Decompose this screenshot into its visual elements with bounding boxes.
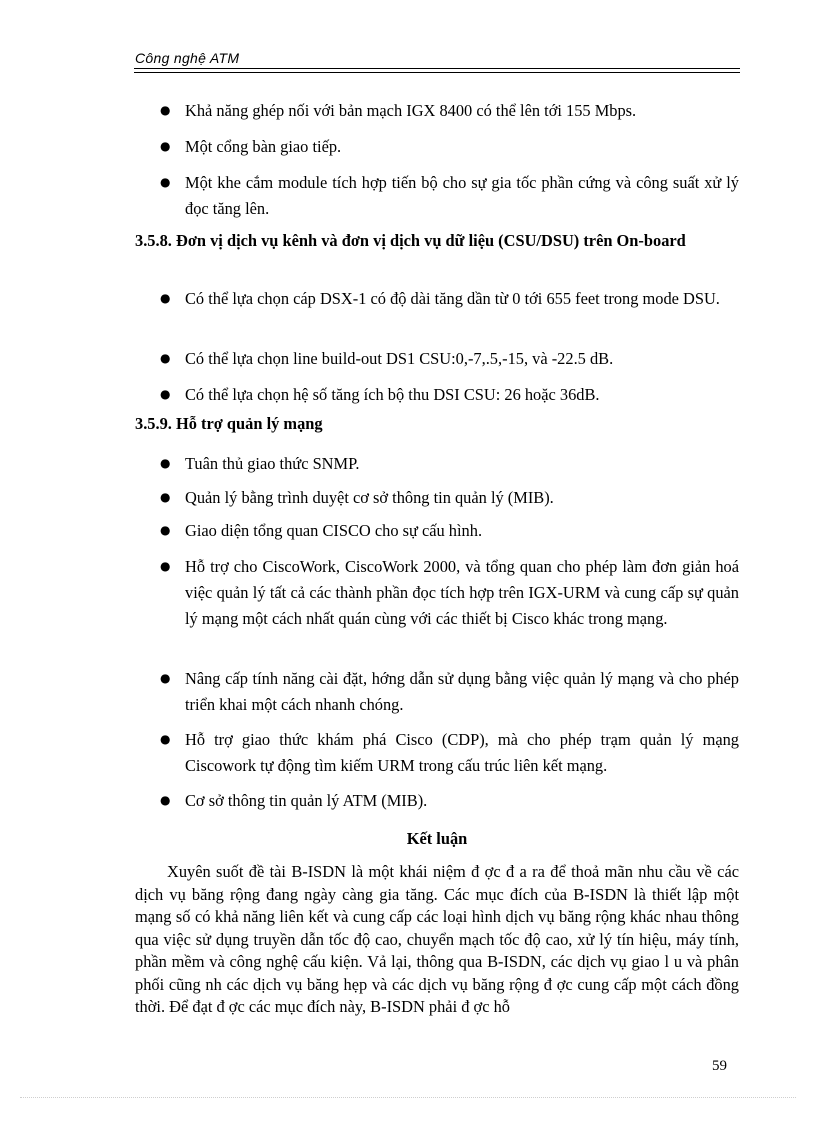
list-item: Giao diện tổng quan CISCO cho sự cấu hình.: [185, 521, 483, 540]
section-heading-3-5-9: 3.5.9. Hỗ trợ quản lý mạng: [135, 414, 323, 433]
list-item: Nâng cấp tính năng cài đặt, hớng dẫn sử dụng bằng việc quản lý mạng và cho phép triển khai một cách nhanh chóng.: [185, 669, 739, 714]
bullet-icon: ●: [160, 490, 171, 504]
page-number: 59: [712, 1058, 727, 1074]
bullet-icon: ●: [160, 559, 171, 573]
list-item: Có thể lựa chọn line build-out DS1 CSU:0,-7,.5,-15, và -22.5 dB.: [185, 349, 614, 368]
header-rule-top: [134, 68, 740, 69]
bullet-icon: ●: [160, 139, 171, 153]
list-item: Hỗ trợ cho CiscoWork, CiscoWork 2000, và tổng quan cho phép làm đơn giản hoá việc quản lý tất cả các thành phần đọc tích hợp trên IGX-URM và cung cấp sự quản lý mạng một cách nhất quán cùng với các thiết bị Cisco khác trong mạng.: [185, 557, 739, 628]
list-item: Tuân thủ giao thức SNMP.: [185, 454, 360, 473]
list-item: Cơ sở thông tin quản lý ATM (MIB).: [185, 791, 428, 810]
bullet-icon: ●: [160, 291, 171, 305]
bullet-icon: ●: [160, 732, 171, 746]
list-item: Có thể lựa chọn hệ số tăng ích bộ thu DSI CSU: 26 hoặc 36dB.: [185, 385, 600, 404]
list-item: Hỗ trợ giao thức khám phá Cisco (CDP), mà cho phép trạm quản lý mạng Ciscowork tự động tìm kiếm URM trong cấu trúc liên kết mạng.: [185, 730, 739, 775]
bullet-icon: ●: [160, 523, 171, 537]
bullet-icon: ●: [160, 103, 171, 117]
conclusion-paragraph: Xuyên suốt đề tài B-ISDN là một khái niệm đ ợc đ a ra để thoả mãn nhu cầu về các dịch vụ băng rộng đang ngày càng gia tăng. Các mục đích của B-ISDN là thiết lập một mạng số có khả năng liên kết và cung cấp các loại hình dịch vụ băng rộng khác nhau thông qua việc sử dụng truyền dẫn tốc độ cao, chuyển mạch tốc độ cao, xử lý tín hiệu, máy tính, phần mềm và công nghệ cấu kiện. Vả lại, thông qua B-ISDN, các dịch vụ giao l u và phân phối cũng nh các dịch vụ băng hẹp và các dịch vụ băng rộng đ ợc cung cấp một cách đồng thời. Để đạt đ ợc các mục đích này, B-ISDN phải đ ợc hỗ: [135, 862, 739, 1016]
list-item: Có thể lựa chọn cáp DSX-1 có độ dài tăng dần từ 0 tới 655 feet trong mode DSU.: [185, 289, 720, 308]
bullet-icon: ●: [160, 793, 171, 807]
bullet-icon: ●: [160, 351, 171, 365]
bullet-icon: ●: [160, 387, 171, 401]
list-item: Một khe cắm module tích hợp tiến bộ cho sự gia tốc phần cứng và công suất xử lý đọc tăng lên.: [185, 173, 739, 218]
section-heading-3-5-8: 3.5.8. Đơn vị dịch vụ kênh và đơn vị dịch vụ dữ liệu (CSU/DSU) trên On-board: [135, 231, 686, 250]
page-bottom-divider: [20, 1097, 796, 1098]
bullet-icon: ●: [160, 671, 171, 685]
list-item: Quản lý bằng trình duyệt cơ sở thông tin quản lý (MIB).: [185, 488, 554, 507]
running-header: Công nghệ ATM: [135, 50, 240, 66]
conclusion-title: Kết luận: [406, 829, 468, 848]
list-item: Khả năng ghép nối với bản mạch IGX 8400 có thể lên tới 155 Mbps.: [185, 101, 637, 120]
list-item: Một cổng bàn giao tiếp.: [185, 137, 342, 156]
header-rule-bottom: [134, 72, 740, 73]
bullet-icon: ●: [160, 456, 171, 470]
bullet-icon: ●: [160, 175, 171, 189]
